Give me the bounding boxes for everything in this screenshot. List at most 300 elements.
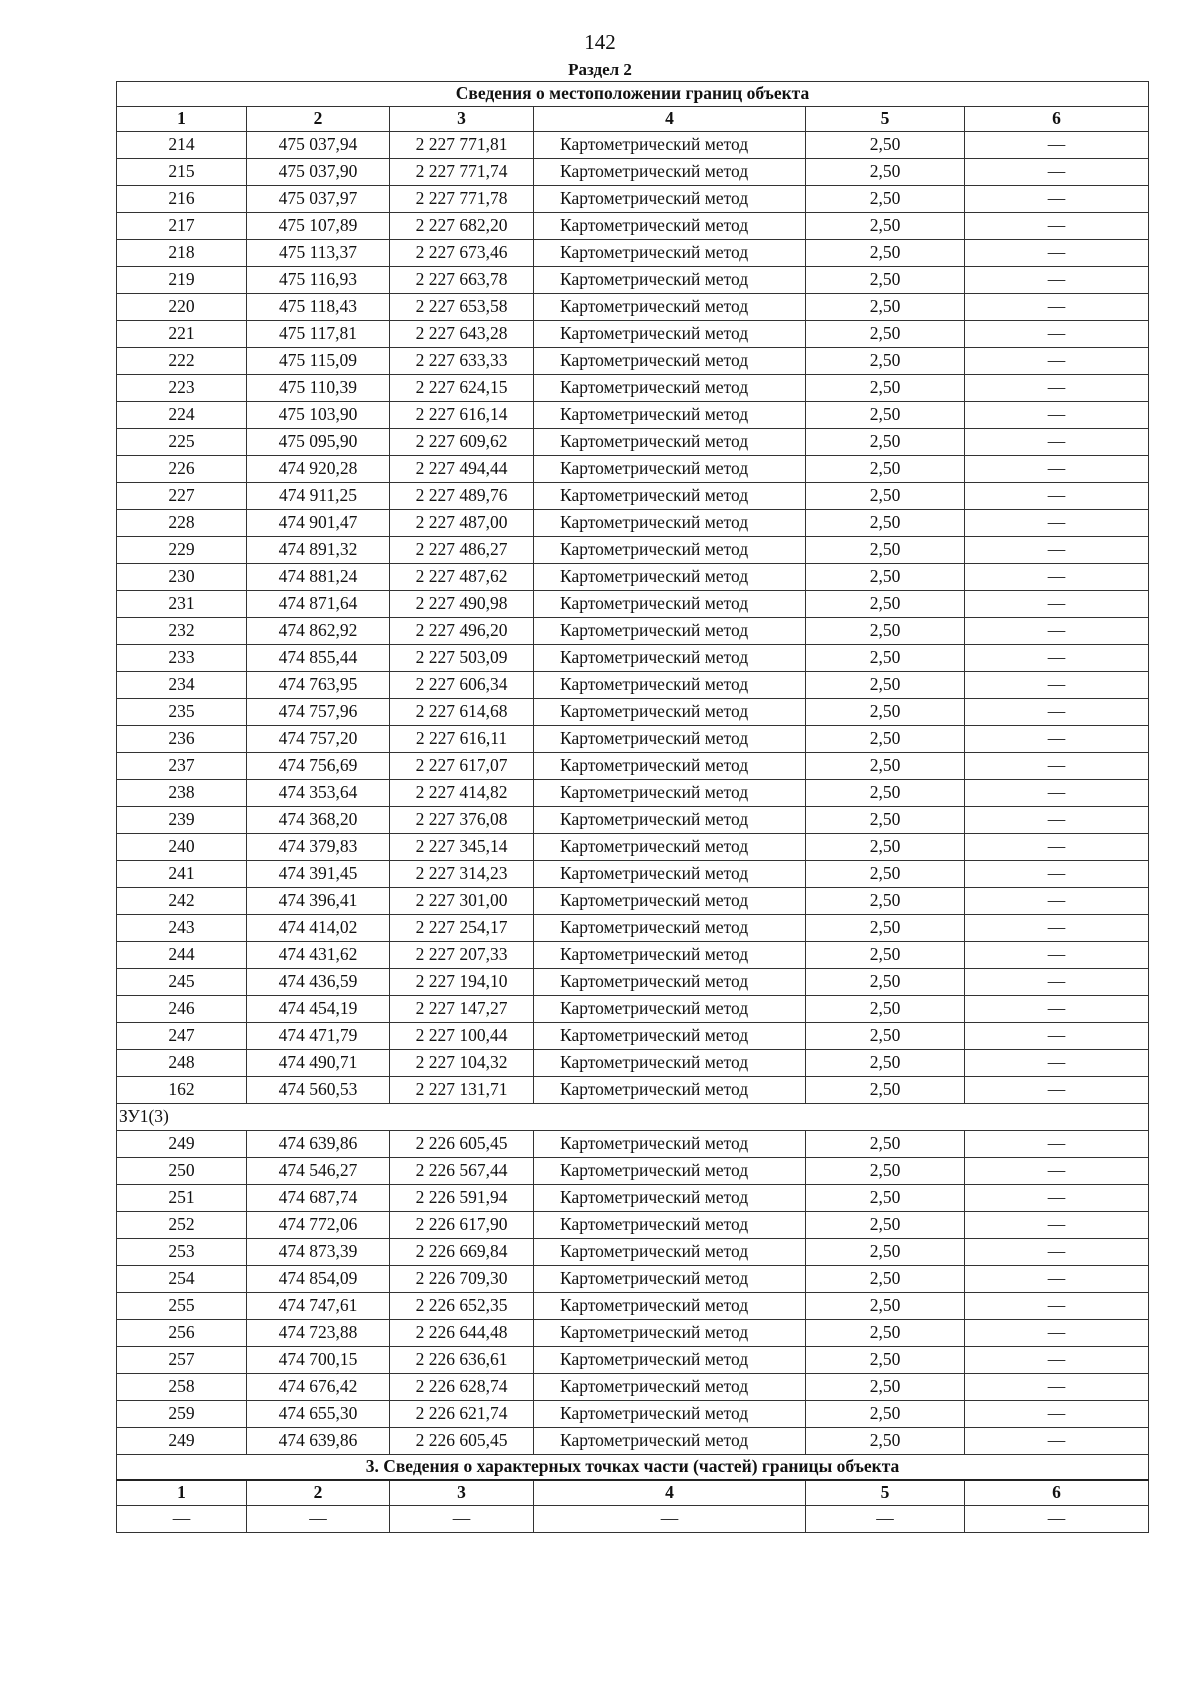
x-coordinate-cell: 474 436,59 [247, 969, 390, 996]
method-cell: Картометрический метод [534, 537, 806, 564]
section3-caption: 3. Сведения о характерных точках части (частей) границы объекта [117, 1455, 1149, 1481]
point-number-cell: 248 [117, 1050, 247, 1077]
section3-caption-row [117, 1455, 1149, 1481]
table-row [117, 294, 1149, 321]
x-coordinate-cell: 474 854,09 [247, 1266, 390, 1293]
y-coordinate-cell: 2 227 633,33 [390, 348, 534, 375]
accuracy-cell: 2,50 [806, 348, 965, 375]
accuracy-cell: 2,50 [806, 618, 965, 645]
table-row [117, 780, 1149, 807]
table-row [117, 969, 1149, 996]
method-cell: Картометрический метод [534, 780, 806, 807]
y-coordinate-cell: 2 227 254,17 [390, 915, 534, 942]
description-cell: — [965, 564, 1149, 591]
table-caption: Сведения о местоположении границ объекта [117, 82, 1149, 107]
method-cell: Картометрический метод [534, 1185, 806, 1212]
point-number-cell: 222 [117, 348, 247, 375]
point-number-cell: 233 [117, 645, 247, 672]
accuracy-cell: 2,50 [806, 888, 965, 915]
subsection-label: ЗУ1(3) [117, 1104, 1149, 1131]
accuracy-cell: 2,50 [806, 1077, 965, 1104]
table-row [117, 483, 1149, 510]
method-cell: Картометрический метод [534, 618, 806, 645]
point-number-cell: 258 [117, 1374, 247, 1401]
x-coordinate-cell: 474 881,24 [247, 564, 390, 591]
y-coordinate-cell: 2 227 771,78 [390, 186, 534, 213]
table-row [117, 429, 1149, 456]
x-coordinate-cell: 475 107,89 [247, 213, 390, 240]
table-row [117, 564, 1149, 591]
method-cell: Картометрический метод [534, 564, 806, 591]
x-coordinate-cell: 474 490,71 [247, 1050, 390, 1077]
table-row [117, 1131, 1149, 1158]
table-row [117, 402, 1149, 429]
table-row [117, 942, 1149, 969]
description-cell: — [965, 321, 1149, 348]
description-cell: — [965, 1347, 1149, 1374]
method-cell: Картометрический метод [534, 1023, 806, 1050]
point-number-cell: 225 [117, 429, 247, 456]
y-coordinate-cell: — [390, 1506, 534, 1533]
table-row [117, 1158, 1149, 1185]
accuracy-cell: 2,50 [806, 1131, 965, 1158]
point-number-cell: 223 [117, 375, 247, 402]
description-cell: — [965, 240, 1149, 267]
table-row [117, 348, 1149, 375]
point-number-cell: 249 [117, 1428, 247, 1455]
method-cell: Картометрический метод [534, 240, 806, 267]
point-number-cell: 259 [117, 1401, 247, 1428]
y-coordinate-cell: 2 227 606,34 [390, 672, 534, 699]
accuracy-cell: 2,50 [806, 1023, 965, 1050]
method-cell: Картометрический метод [534, 159, 806, 186]
description-cell: — [965, 969, 1149, 996]
description-cell: — [965, 159, 1149, 186]
y-coordinate-cell: 2 227 414,82 [390, 780, 534, 807]
x-coordinate-cell: 474 368,20 [247, 807, 390, 834]
description-cell: — [965, 1050, 1149, 1077]
column-number: 4 [534, 107, 806, 132]
x-coordinate-cell: 474 763,95 [247, 672, 390, 699]
table-row [117, 1185, 1149, 1212]
method-cell: Картометрический метод [534, 1293, 806, 1320]
method-cell: Картометрический метод [534, 807, 806, 834]
method-cell: Картометрический метод [534, 1401, 806, 1428]
table-row [117, 1428, 1149, 1455]
table-row [117, 456, 1149, 483]
y-coordinate-cell: 2 227 503,09 [390, 645, 534, 672]
y-coordinate-cell: 2 226 628,74 [390, 1374, 534, 1401]
subsection-label-row [117, 1104, 1149, 1131]
method-cell: Картометрический метод [534, 915, 806, 942]
y-coordinate-cell: 2 227 616,11 [390, 726, 534, 753]
method-cell: Картометрический метод [534, 483, 806, 510]
accuracy-cell: 2,50 [806, 780, 965, 807]
accuracy-cell: 2,50 [806, 1374, 965, 1401]
table-row [117, 591, 1149, 618]
y-coordinate-cell: 2 227 314,23 [390, 861, 534, 888]
table-row [117, 267, 1149, 294]
method-cell: — [534, 1506, 806, 1533]
point-number-cell: 221 [117, 321, 247, 348]
y-coordinate-cell: 2 226 621,74 [390, 1401, 534, 1428]
point-number-cell: 240 [117, 834, 247, 861]
description-cell: — [965, 1266, 1149, 1293]
x-coordinate-cell: 474 873,39 [247, 1239, 390, 1266]
x-coordinate-cell: 474 772,06 [247, 1212, 390, 1239]
table-row [117, 726, 1149, 753]
description-cell: — [965, 753, 1149, 780]
method-cell: Картометрический метод [534, 267, 806, 294]
accuracy-cell: 2,50 [806, 537, 965, 564]
accuracy-cell: 2,50 [806, 996, 965, 1023]
x-coordinate-cell: 474 676,42 [247, 1374, 390, 1401]
accuracy-cell: 2,50 [806, 834, 965, 861]
table-row [117, 996, 1149, 1023]
table-row [117, 132, 1149, 159]
method-cell: Картометрический метод [534, 699, 806, 726]
y-coordinate-cell: 2 226 644,48 [390, 1320, 534, 1347]
x-coordinate-cell: 474 639,86 [247, 1428, 390, 1455]
point-number-cell: 253 [117, 1239, 247, 1266]
description-cell: — [965, 591, 1149, 618]
point-number-cell: 226 [117, 456, 247, 483]
y-coordinate-cell: 2 227 616,14 [390, 402, 534, 429]
x-coordinate-cell: 474 687,74 [247, 1185, 390, 1212]
description-cell: — [965, 1401, 1149, 1428]
accuracy-cell: 2,50 [806, 510, 965, 537]
boundary-points-table [116, 81, 1149, 1533]
x-coordinate-cell: 474 723,88 [247, 1320, 390, 1347]
point-number-cell: 232 [117, 618, 247, 645]
column-number: 3 [390, 107, 534, 132]
y-coordinate-cell: 2 227 771,81 [390, 132, 534, 159]
description-cell: — [965, 807, 1149, 834]
point-number-cell: 251 [117, 1185, 247, 1212]
table-row [117, 321, 1149, 348]
accuracy-cell: 2,50 [806, 159, 965, 186]
y-coordinate-cell: 2 227 301,00 [390, 888, 534, 915]
x-coordinate-cell: 474 353,64 [247, 780, 390, 807]
table-row [117, 1266, 1149, 1293]
accuracy-cell: 2,50 [806, 321, 965, 348]
accuracy-cell: 2,50 [806, 402, 965, 429]
table-row [117, 1374, 1149, 1401]
description-cell: — [965, 1077, 1149, 1104]
y-coordinate-cell: 2 227 673,46 [390, 240, 534, 267]
table-row [117, 240, 1149, 267]
x-coordinate-cell: 475 116,93 [247, 267, 390, 294]
accuracy-cell: 2,50 [806, 1320, 965, 1347]
accuracy-cell: 2,50 [806, 240, 965, 267]
method-cell: Картометрический метод [534, 1239, 806, 1266]
y-coordinate-cell: 2 227 490,98 [390, 591, 534, 618]
point-number-cell: 229 [117, 537, 247, 564]
accuracy-cell: 2,50 [806, 807, 965, 834]
accuracy-cell: 2,50 [806, 294, 965, 321]
method-cell: Картометрический метод [534, 1131, 806, 1158]
point-number-cell: 237 [117, 753, 247, 780]
point-number-cell: — [117, 1506, 247, 1533]
x-coordinate-cell: 475 037,94 [247, 132, 390, 159]
x-coordinate-cell: 475 037,90 [247, 159, 390, 186]
method-cell: Картометрический метод [534, 1374, 806, 1401]
x-coordinate-cell: 474 391,45 [247, 861, 390, 888]
method-cell: Картометрический метод [534, 1320, 806, 1347]
x-coordinate-cell: 474 891,32 [247, 537, 390, 564]
point-number-cell: 243 [117, 915, 247, 942]
column-number: 1 [117, 107, 247, 132]
description-cell: — [965, 1212, 1149, 1239]
accuracy-cell: 2,50 [806, 1239, 965, 1266]
y-coordinate-cell: 2 227 194,10 [390, 969, 534, 996]
x-coordinate-cell: 475 117,81 [247, 321, 390, 348]
method-cell: Картометрический метод [534, 186, 806, 213]
description-cell: — [965, 294, 1149, 321]
x-coordinate-cell: 475 113,37 [247, 240, 390, 267]
method-cell: Картометрический метод [534, 645, 806, 672]
y-coordinate-cell: 2 227 486,27 [390, 537, 534, 564]
description-cell: — [965, 1023, 1149, 1050]
description-cell: — [965, 132, 1149, 159]
y-coordinate-cell: 2 227 345,14 [390, 834, 534, 861]
accuracy-cell: 2,50 [806, 591, 965, 618]
accuracy-cell: 2,50 [806, 375, 965, 402]
table-row [117, 510, 1149, 537]
x-coordinate-cell: 474 862,92 [247, 618, 390, 645]
method-cell: Картометрический метод [534, 888, 806, 915]
y-coordinate-cell: 2 227 100,44 [390, 1023, 534, 1050]
y-coordinate-cell: 2 227 494,44 [390, 456, 534, 483]
method-cell: Картометрический метод [534, 942, 806, 969]
x-coordinate-cell: 475 095,90 [247, 429, 390, 456]
x-coordinate-cell: 474 757,20 [247, 726, 390, 753]
column-number: 4 [534, 1480, 806, 1506]
table-row [117, 1212, 1149, 1239]
y-coordinate-cell: 2 226 709,30 [390, 1266, 534, 1293]
column-number: 6 [965, 107, 1149, 132]
y-coordinate-cell: 2 227 609,62 [390, 429, 534, 456]
column-number-row [117, 107, 1149, 132]
x-coordinate-cell: 475 110,39 [247, 375, 390, 402]
accuracy-cell: 2,50 [806, 456, 965, 483]
table-row [117, 834, 1149, 861]
table-row [117, 159, 1149, 186]
method-cell: Картометрический метод [534, 402, 806, 429]
point-number-cell: 241 [117, 861, 247, 888]
x-coordinate-cell: 474 655,30 [247, 1401, 390, 1428]
description-cell: — [965, 456, 1149, 483]
y-coordinate-cell: 2 227 617,07 [390, 753, 534, 780]
point-number-cell: 224 [117, 402, 247, 429]
x-coordinate-cell: 474 639,86 [247, 1131, 390, 1158]
description-cell: — [965, 1131, 1149, 1158]
description-cell: — [965, 510, 1149, 537]
description-cell: — [965, 1239, 1149, 1266]
x-coordinate-cell: 474 396,41 [247, 888, 390, 915]
description-cell: — [965, 213, 1149, 240]
method-cell: Картометрический метод [534, 591, 806, 618]
point-number-cell: 235 [117, 699, 247, 726]
method-cell: Картометрический метод [534, 1212, 806, 1239]
description-cell: — [965, 726, 1149, 753]
point-number-cell: 216 [117, 186, 247, 213]
accuracy-cell: 2,50 [806, 1428, 965, 1455]
table-row [117, 537, 1149, 564]
accuracy-cell: 2,50 [806, 186, 965, 213]
accuracy-cell: 2,50 [806, 645, 965, 672]
table-row [117, 1293, 1149, 1320]
description-cell: — [965, 942, 1149, 969]
table-body [117, 82, 1149, 1533]
point-number-cell: 246 [117, 996, 247, 1023]
y-coordinate-cell: 2 227 643,28 [390, 321, 534, 348]
column-number: 5 [806, 107, 965, 132]
point-number-cell: 257 [117, 1347, 247, 1374]
table-row [117, 1077, 1149, 1104]
y-coordinate-cell: 2 227 489,76 [390, 483, 534, 510]
table-row [117, 1506, 1149, 1533]
point-number-cell: 255 [117, 1293, 247, 1320]
point-number-cell: 220 [117, 294, 247, 321]
description-cell: — [965, 375, 1149, 402]
x-coordinate-cell: 474 546,27 [247, 1158, 390, 1185]
method-cell: Картометрический метод [534, 726, 806, 753]
table-row [117, 1050, 1149, 1077]
y-coordinate-cell: 2 227 682,20 [390, 213, 534, 240]
accuracy-cell: 2,50 [806, 1158, 965, 1185]
point-number-cell: 242 [117, 888, 247, 915]
method-cell: Картометрический метод [534, 213, 806, 240]
x-coordinate-cell: 474 911,25 [247, 483, 390, 510]
y-coordinate-cell: 2 226 617,90 [390, 1212, 534, 1239]
section-title: Раздел 2 [568, 60, 632, 79]
table-row [117, 186, 1149, 213]
method-cell: Картометрический метод [534, 834, 806, 861]
x-coordinate-cell: 474 379,83 [247, 834, 390, 861]
accuracy-cell: 2,50 [806, 1401, 965, 1428]
table-row [117, 888, 1149, 915]
description-cell: — [965, 672, 1149, 699]
column-number: 2 [247, 1480, 390, 1506]
method-cell: Картометрический метод [534, 1266, 806, 1293]
y-coordinate-cell: 2 226 652,35 [390, 1293, 534, 1320]
table-row [117, 1320, 1149, 1347]
description-cell: — [965, 537, 1149, 564]
point-number-cell: 215 [117, 159, 247, 186]
x-coordinate-cell: 474 471,79 [247, 1023, 390, 1050]
accuracy-cell: 2,50 [806, 726, 965, 753]
table-row [117, 1401, 1149, 1428]
x-coordinate-cell: 474 901,47 [247, 510, 390, 537]
method-cell: Картометрический метод [534, 429, 806, 456]
table-row [117, 672, 1149, 699]
description-cell: — [965, 780, 1149, 807]
description-cell: — [965, 1293, 1149, 1320]
description-cell: — [965, 699, 1149, 726]
y-coordinate-cell: 2 226 567,44 [390, 1158, 534, 1185]
y-coordinate-cell: 2 227 653,58 [390, 294, 534, 321]
y-coordinate-cell: 2 226 669,84 [390, 1239, 534, 1266]
point-number-cell: 217 [117, 213, 247, 240]
description-cell: — [965, 429, 1149, 456]
method-cell: Картометрический метод [534, 672, 806, 699]
description-cell: — [965, 618, 1149, 645]
method-cell: Картометрический метод [534, 996, 806, 1023]
y-coordinate-cell: 2 227 496,20 [390, 618, 534, 645]
method-cell: Картометрический метод [534, 456, 806, 483]
point-number-cell: 239 [117, 807, 247, 834]
y-coordinate-cell: 2 227 207,33 [390, 942, 534, 969]
description-cell: — [965, 348, 1149, 375]
point-number-cell: 244 [117, 942, 247, 969]
description-cell: — [965, 645, 1149, 672]
page-number: 142 [584, 30, 616, 54]
description-cell: — [965, 1506, 1149, 1533]
accuracy-cell: 2,50 [806, 213, 965, 240]
point-number-cell: 252 [117, 1212, 247, 1239]
point-number-cell: 218 [117, 240, 247, 267]
y-coordinate-cell: 2 227 663,78 [390, 267, 534, 294]
column-number: 3 [390, 1480, 534, 1506]
x-coordinate-cell: 474 700,15 [247, 1347, 390, 1374]
accuracy-cell: 2,50 [806, 267, 965, 294]
method-cell: Картометрический метод [534, 861, 806, 888]
column-number: 1 [117, 1480, 247, 1506]
y-coordinate-cell: 2 226 636,61 [390, 1347, 534, 1374]
x-coordinate-cell: 474 454,19 [247, 996, 390, 1023]
point-number-cell: 231 [117, 591, 247, 618]
description-cell: — [965, 888, 1149, 915]
y-coordinate-cell: 2 227 624,15 [390, 375, 534, 402]
point-number-cell: 214 [117, 132, 247, 159]
table-row [117, 807, 1149, 834]
table-row [117, 1023, 1149, 1050]
y-coordinate-cell: 2 227 104,32 [390, 1050, 534, 1077]
y-coordinate-cell: 2 227 487,62 [390, 564, 534, 591]
point-number-cell: 219 [117, 267, 247, 294]
table-row [117, 1347, 1149, 1374]
point-number-cell: 228 [117, 510, 247, 537]
accuracy-cell: 2,50 [806, 1185, 965, 1212]
table-row [117, 1239, 1149, 1266]
method-cell: Картометрический метод [534, 1158, 806, 1185]
accuracy-cell: 2,50 [806, 564, 965, 591]
description-cell: — [965, 861, 1149, 888]
table-row [117, 645, 1149, 672]
x-coordinate-cell: 475 037,97 [247, 186, 390, 213]
description-cell: — [965, 834, 1149, 861]
description-cell: — [965, 1374, 1149, 1401]
y-coordinate-cell: 2 227 487,00 [390, 510, 534, 537]
point-number-cell: 162 [117, 1077, 247, 1104]
x-coordinate-cell: — [247, 1506, 390, 1533]
description-cell: — [965, 483, 1149, 510]
table-row [117, 861, 1149, 888]
point-number-cell: 230 [117, 564, 247, 591]
point-number-cell: 256 [117, 1320, 247, 1347]
point-number-cell: 250 [117, 1158, 247, 1185]
method-cell: Картометрический метод [534, 1428, 806, 1455]
accuracy-cell: 2,50 [806, 1347, 965, 1374]
y-coordinate-cell: 2 227 131,71 [390, 1077, 534, 1104]
description-cell: — [965, 1320, 1149, 1347]
table-row [117, 213, 1149, 240]
accuracy-cell: 2,50 [806, 483, 965, 510]
x-coordinate-cell: 474 855,44 [247, 645, 390, 672]
description-cell: — [965, 402, 1149, 429]
method-cell: Картометрический метод [534, 1050, 806, 1077]
